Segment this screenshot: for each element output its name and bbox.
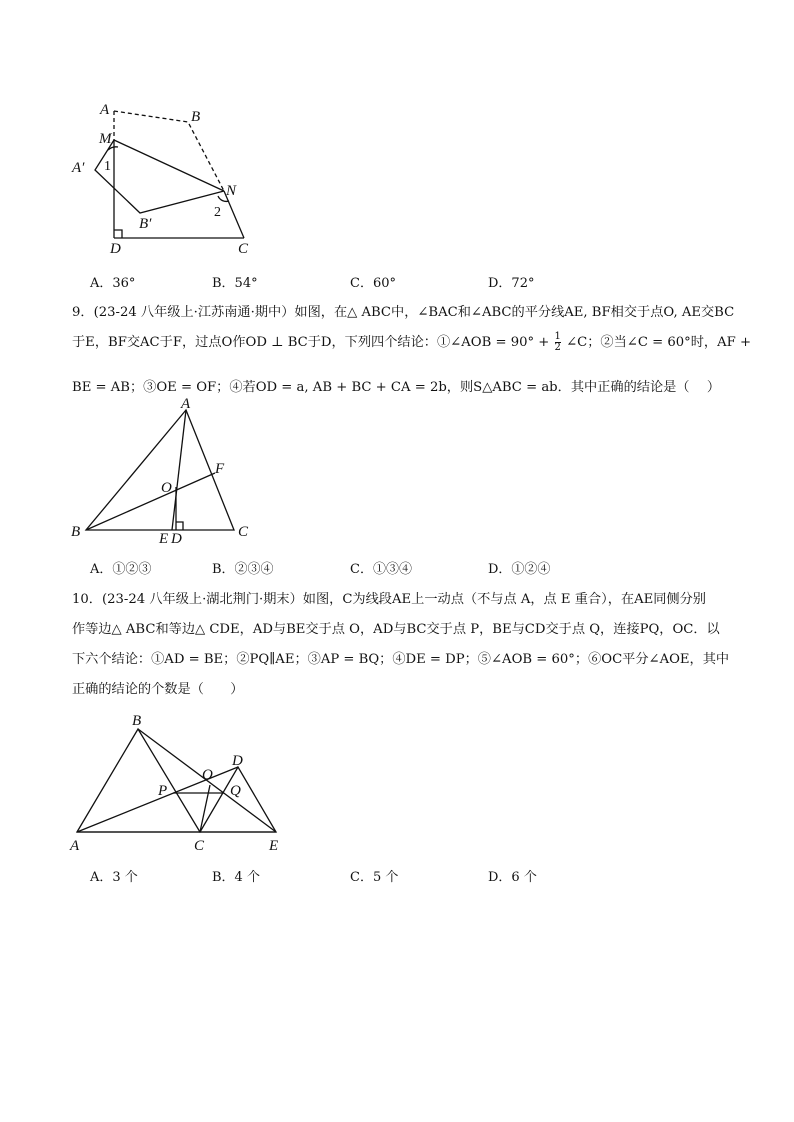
q9-option-c[interactable]: C．①③④ — [350, 562, 412, 577]
q10-triangle-abc — [77, 729, 200, 832]
q10-label-e: E — [269, 838, 279, 854]
q8-label-angle-2: 2 — [214, 205, 221, 220]
q9-label-b: B — [71, 524, 81, 540]
q9-bisector-bf — [86, 473, 215, 530]
q10-text-line-4: 正确的结论的个数是（ ） — [72, 682, 244, 697]
q9-right-angle-mark — [176, 522, 183, 530]
q8-option-c[interactable]: C．60° — [350, 276, 396, 291]
q9-triangle-abc — [86, 410, 234, 530]
q9-label-c: C — [238, 524, 249, 540]
q10-label-p: P — [158, 783, 168, 799]
q9-option-a[interactable]: A．①②③ — [90, 562, 152, 577]
q10-figure — [60, 705, 300, 855]
q10-option-c[interactable]: C．5 个 — [350, 870, 399, 885]
q9-text-line-3: BE = AB；③OE = OF；④若OD = a, AB + BC + CA = 2b，则S△ABC = ab．其中正确的结论是（ ） — [72, 380, 721, 395]
q8-option-b[interactable]: B．54° — [212, 276, 258, 291]
q8-label-d: D — [110, 241, 121, 257]
q10-label-q: Q — [230, 783, 241, 799]
q9-label-d: D — [171, 531, 182, 547]
q9-label-f: F — [215, 461, 225, 477]
q10-option-d[interactable]: D．6 个 — [488, 870, 537, 885]
q8-label-a-prime: A′ — [72, 160, 85, 176]
q9-label-e: E — [159, 531, 169, 547]
q8-label-c: C — [238, 241, 249, 257]
q9-label-a: A — [181, 396, 191, 412]
q9-text-line-1: 9．(23-24 八年级上·江苏南通·期中）如图，在△ ABC中，∠BAC和∠ABC的平分线AE, BF相交于点O, AE交BC — [72, 305, 735, 320]
q9-line-2-start: 于E，BF交AC于F，过点O作OD ⊥ BC于D，下列四个结论：①∠AOB = 90° + — [72, 335, 550, 350]
q9-fraction-half: $\frac{1}{2}$ — [554, 331, 561, 353]
q10-option-a[interactable]: A．3 个 — [90, 870, 138, 885]
q9-option-b[interactable]: B．②③④ — [212, 562, 274, 577]
q10-text-line-2: 作等边△ ABC和等边△ CDE，AD与BE交于点 O，AD与BC交于点 P，BE与CD交于点 Q，连接PQ，OC．以 — [72, 622, 720, 637]
q9-text-line-2 — [72, 332, 751, 353]
q8-right-angle-mark — [114, 230, 122, 238]
q10-text-line-1: 10．(23-24 八年级上·湖北荆门·期末）如图，C为线段AE上一动点（不与点 A，点 E 重合），在AE同侧分别 — [72, 592, 706, 607]
q8-option-d[interactable]: D．72° — [488, 276, 535, 291]
q9-bisector-ae — [172, 410, 186, 530]
q8-label-b: B — [191, 109, 201, 125]
q10-label-b: B — [132, 713, 142, 729]
q9-line-2-end: ∠C；②当∠C = 60°时，AF + — [566, 335, 752, 350]
q10-text-line-3: 下六个结论：①AD = BE；②PQ∥AE；③AP = BQ；④DE = DP；⑤∠AOB = 60°；⑥OC平分∠AOE，其中 — [72, 652, 730, 667]
q8-label-angle-1: 1 — [104, 159, 111, 174]
q10-option-b[interactable]: B．4 个 — [212, 870, 260, 885]
q8-label-b-prime: B′ — [139, 216, 152, 232]
q10-label-c: C — [194, 838, 205, 854]
q10-line-ad — [77, 767, 238, 832]
q9-label-o: O — [161, 480, 172, 496]
q10-label-d: D — [232, 753, 243, 769]
q8-label-m: M — [99, 131, 112, 147]
q8-figure — [60, 100, 260, 260]
q10-label-o: O — [202, 767, 213, 783]
q8-dashed-edge — [114, 111, 224, 191]
q10-label-a: A — [70, 838, 80, 854]
q9-option-d[interactable]: D．①②④ — [488, 562, 551, 577]
q10-line-oc — [200, 785, 210, 832]
q8-label-a: A — [100, 102, 110, 118]
q8-option-a[interactable]: A．36° — [90, 276, 136, 291]
q9-figure — [65, 396, 265, 550]
q8-label-n: N — [226, 183, 237, 199]
q8-line-mn — [114, 140, 224, 191]
